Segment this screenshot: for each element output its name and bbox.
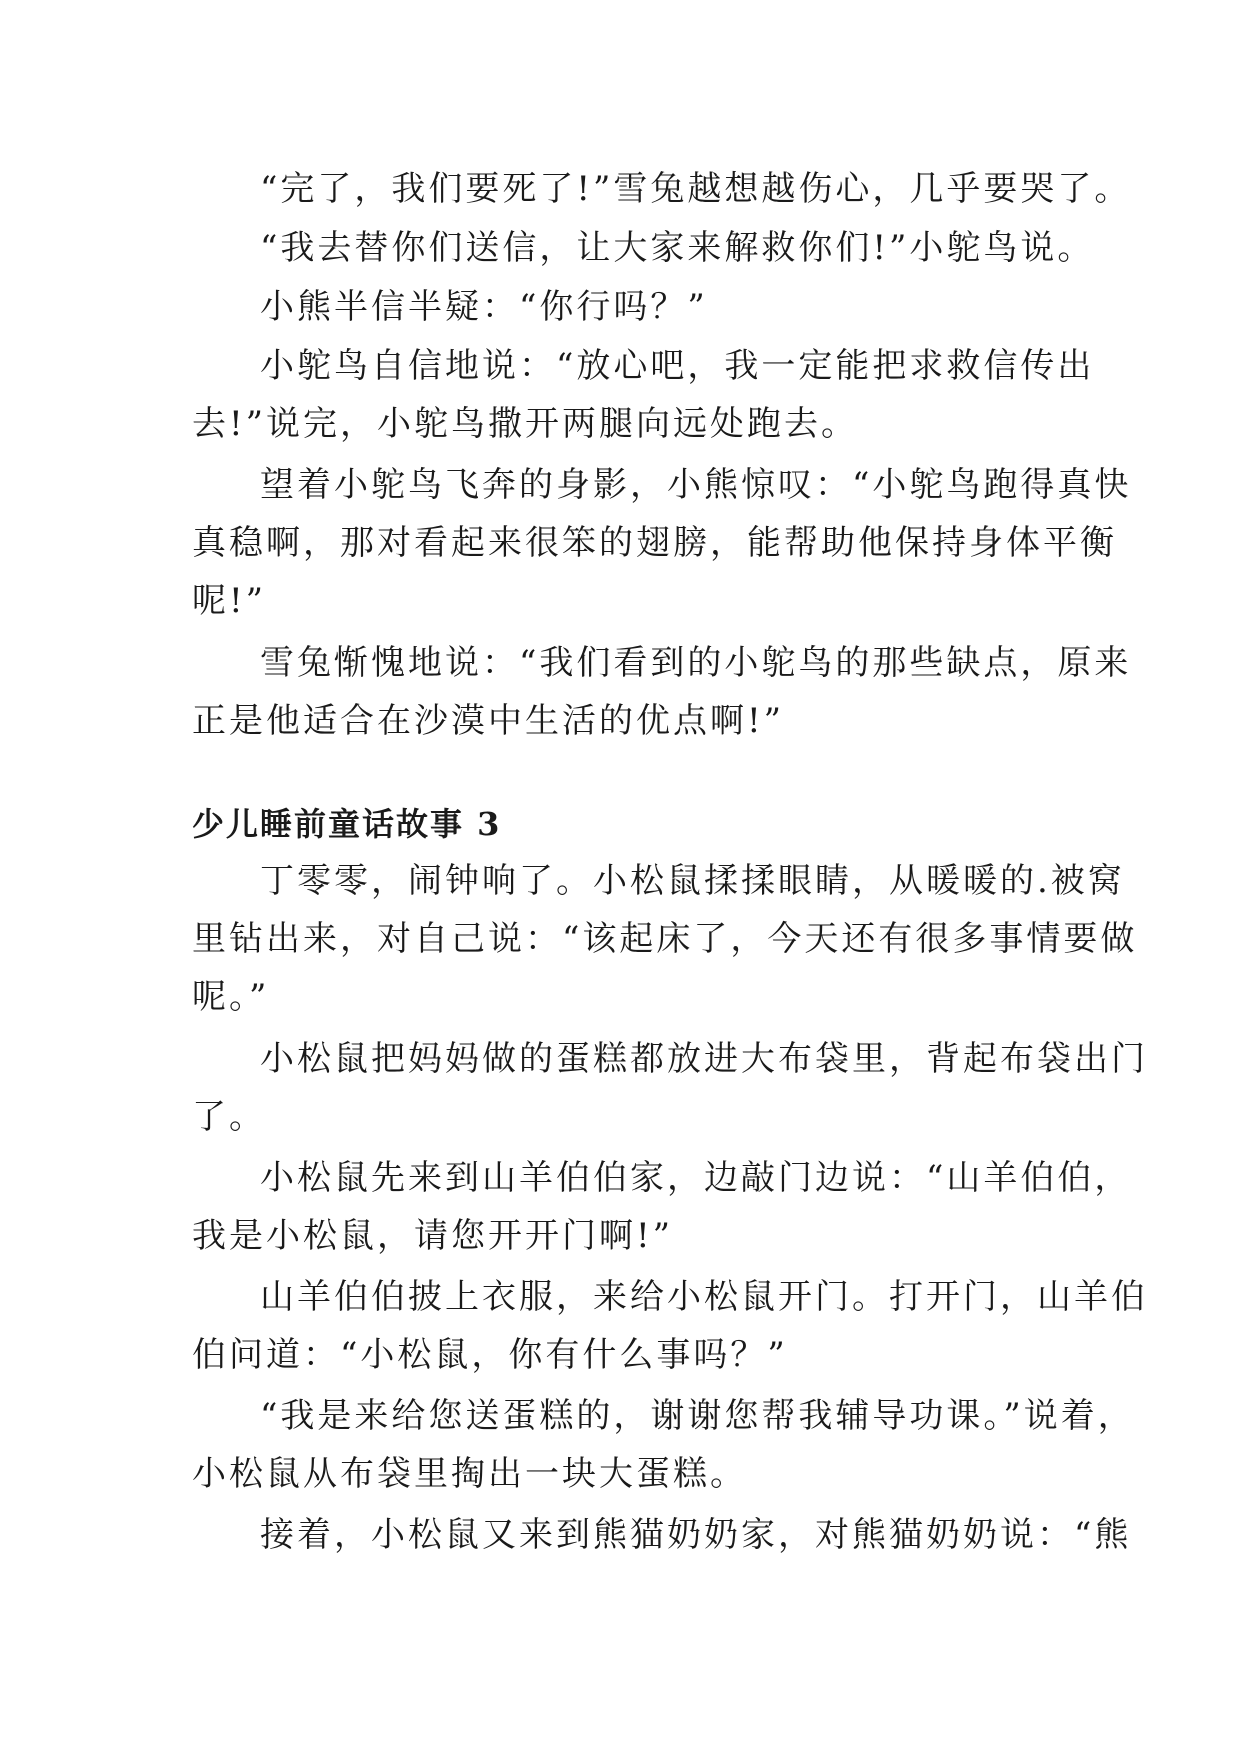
paragraph [192,337,1095,453]
paragraph [192,1387,1135,1503]
text-line: 雪兔惭愧地说：“我们看到的小鸵鸟的那些缺点，原来 [260,643,1132,683]
paragraph [192,852,1138,1026]
text-line: 呢!” [192,581,267,621]
text-line: 我是小松鼠，请您开开门啊!” [192,1216,674,1256]
text-line: “完了，我们要死了!”雪兔越想越伤心，几乎要哭了。 [260,169,1132,209]
paragraph [192,1030,1148,1146]
section-heading: 少儿睡前童话故事 3 [192,805,502,843]
text-line: “我去替你们送信，让大家来解救你们!”小鸵鸟说。 [260,228,1095,268]
paragraph [192,1268,1148,1384]
paragraph [192,634,1132,750]
text-line: 小鸵鸟自信地说：“放心吧，我一定能把求救信传出 [260,346,1095,386]
text-line: 望着小鸵鸟飞奔的身影，小熊惊叹：“小鸵鸟跑得真快 [260,465,1132,505]
paragraph [192,160,1132,218]
text-line: 伯问道：“小松鼠，你有什么事吗？” [192,1335,788,1375]
text-line: 接着，小松鼠又来到熊猫奶奶家，对熊猫奶奶说：“熊 [260,1515,1132,1555]
text-line: 丁零零，闹钟响了。小松鼠揉揉眼睛，从暖暖的.被窝 [260,861,1125,901]
text-line: 小熊半信半疑：“你行吗？” [260,287,708,327]
paragraph [192,1506,1132,1564]
text-line: 小松鼠先来到山羊伯伯家，边敲门边说：“山羊伯伯， [260,1158,1132,1198]
paragraph [192,219,1095,277]
paragraph [192,278,1072,336]
text-line: 小松鼠从布袋里掏出一块大蛋糕。 [192,1454,747,1494]
text-line: 正是他适合在沙漠中生活的优点啊!” [192,701,785,741]
text-line: 呢。” [192,977,270,1017]
text-line: 小松鼠把妈妈做的蛋糕都放进大布袋里，背起布袋出门 [260,1039,1148,1079]
paragraph [192,456,1132,630]
text-line: 山羊伯伯披上衣服，来给小松鼠开门。打开门，山羊伯 [260,1277,1148,1317]
text-line: 真稳啊，那对看起来很笨的翅膀，能帮助他保持身体平衡 [192,523,1117,563]
text-line: “我是来给您送蛋糕的，谢谢您帮我辅导功课。”说着， [260,1396,1135,1436]
text-line: 去!”说完，小鸵鸟撒开两腿向远处跑去。 [192,404,859,444]
text-line: 里钻出来，对自己说：“该起床了，今天还有很多事情要做 [192,919,1138,959]
text-line: 了。 [192,1097,266,1137]
paragraph [192,1149,1132,1265]
